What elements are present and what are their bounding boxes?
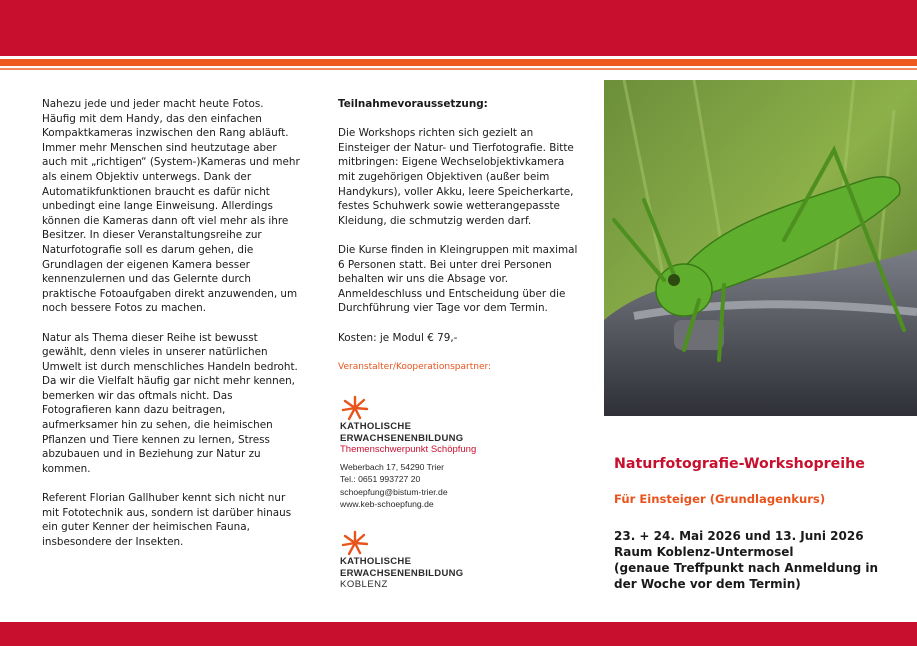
website-link[interactable]: www.keb-schoepfung.de bbox=[340, 499, 434, 510]
bottom-red-band bbox=[0, 622, 917, 646]
intro-column bbox=[42, 97, 300, 564]
meeting-point-note-1: (genaue Treffpunkt nach Anmeldung in bbox=[614, 561, 879, 575]
requirements-heading: Teilnahmevoraussetzung: bbox=[338, 98, 488, 110]
address-text: Weberbach 17, 54290 Trier bbox=[340, 462, 444, 472]
requirements-paragraph: Die Workshops richten sich gezielt an Einsteiger der Natur- und Tierfotografie. Bitte mitbringen: Eigene Wechselobjektivkamera mit zugehörigen Objektiven (außer beim Handykurs), voller Akku, leere Speicherkarte, festes Schuhwerk sowie wetterangepasste Kleidung, die schmutzig werden darf. bbox=[338, 127, 574, 227]
logo-subtitle: Themenschwerpunkt Schöpfung bbox=[340, 444, 477, 455]
orange-stripe bbox=[0, 59, 917, 66]
phone-text: Tel.: 0651 993727 20 bbox=[340, 474, 421, 485]
keb-koblenz-logo bbox=[340, 530, 550, 591]
page-title: Naturfotografie-Workshopreihe bbox=[614, 456, 865, 472]
logo-city: KOBLENZ bbox=[340, 579, 388, 590]
partners-label: Veranstalter/Kooperationspartner: bbox=[338, 361, 492, 372]
logo-name-line2: ERWACHSENENBILDUNG bbox=[340, 567, 464, 579]
intro-paragraph-1: Nahezu jede und jeder macht heute Fotos. Häufig mit dem Handy, das den einfachen Kompaktkameras inzwischen den Rang abläuft. Immer mehr Menschen sind heutzutage aber auch mit „richtigen“ (System-)Kameras und mehr als einem Objektiv unterwegs. Dank der Automatikfunktionen braucht es dafür nicht unbedingt eine lange Einweisung. Allerdings können die Kameras dann oft viel mehr als ihre Besitzer. In dieser Veranstaltungsreihe zur Naturfotografie soll es darum gehen, die Grundlagen der eigenen Kamera besser kennenzulernen und das Gelernte durch praktische Fotoaufgaben direkt anzuwenden, um noch bessere Fotos zu machen. bbox=[42, 98, 300, 315]
intro-paragraph-3: Referent Florian Gallhuber kennt sich nicht nur mit Fototechnik aus, sondern ist darüber hinaus ein guter Kenner der heimischen Fauna, insbesondere der Insekten. bbox=[42, 492, 292, 548]
event-location: Raum Koblenz-Untermosel bbox=[614, 545, 794, 559]
keb-star-icon bbox=[340, 530, 370, 556]
intro-paragraph-2: Natur als Thema dieser Reihe ist bewusst gewählt, denn vieles in unserer natürlichen Umwelt ist durch menschliches Handeln bedroht. Da wir die Vielfalt häufig gar nicht mehr kennen, bemerken wir das oftmals nicht. Das Fotografieren kann dazu beitragen, aufmerksamer hin zu sehen, die heimischen Pflanzen und Tiere kennen zu lernen, Stress abzubauen und in Beziehung zur Natur zu kommen. bbox=[42, 331, 298, 475]
logo-name-line2: ERWACHSENENBILDUNG bbox=[340, 432, 464, 444]
email-link[interactable]: schoepfung@bistum-trier.de bbox=[340, 486, 448, 497]
event-dates: 23. + 24. Mai 2026 und 13. Juni 2026 bbox=[614, 529, 864, 543]
group-size-paragraph: Die Kurse finden in Kleingruppen mit maximal 6 Personen statt. Bei unter drei Personen behalten wir uns die Absage vor. Anmeldeschluss und Entscheidung über die Durchführung vier Tage vor dem Termin. bbox=[338, 243, 578, 315]
event-details bbox=[614, 528, 904, 592]
contact-block bbox=[340, 461, 550, 511]
cost-text: Kosten: je Modul € 79,- bbox=[338, 331, 458, 344]
thin-orange-stripe bbox=[0, 68, 917, 70]
grasshopper-photo bbox=[604, 80, 917, 416]
requirements-column bbox=[338, 97, 578, 389]
logo-name-line1: KATHOLISCHE bbox=[340, 421, 412, 432]
keb-star-icon bbox=[340, 395, 370, 421]
logo-name-line1: KATHOLISCHE bbox=[340, 556, 412, 567]
meeting-point-note-2: der Woche vor dem Termin) bbox=[614, 577, 801, 591]
course-level-subtitle: Für Einsteiger (Grundlagenkurs) bbox=[614, 492, 826, 506]
keb-trier-logo bbox=[340, 395, 550, 511]
top-red-band bbox=[0, 0, 917, 56]
